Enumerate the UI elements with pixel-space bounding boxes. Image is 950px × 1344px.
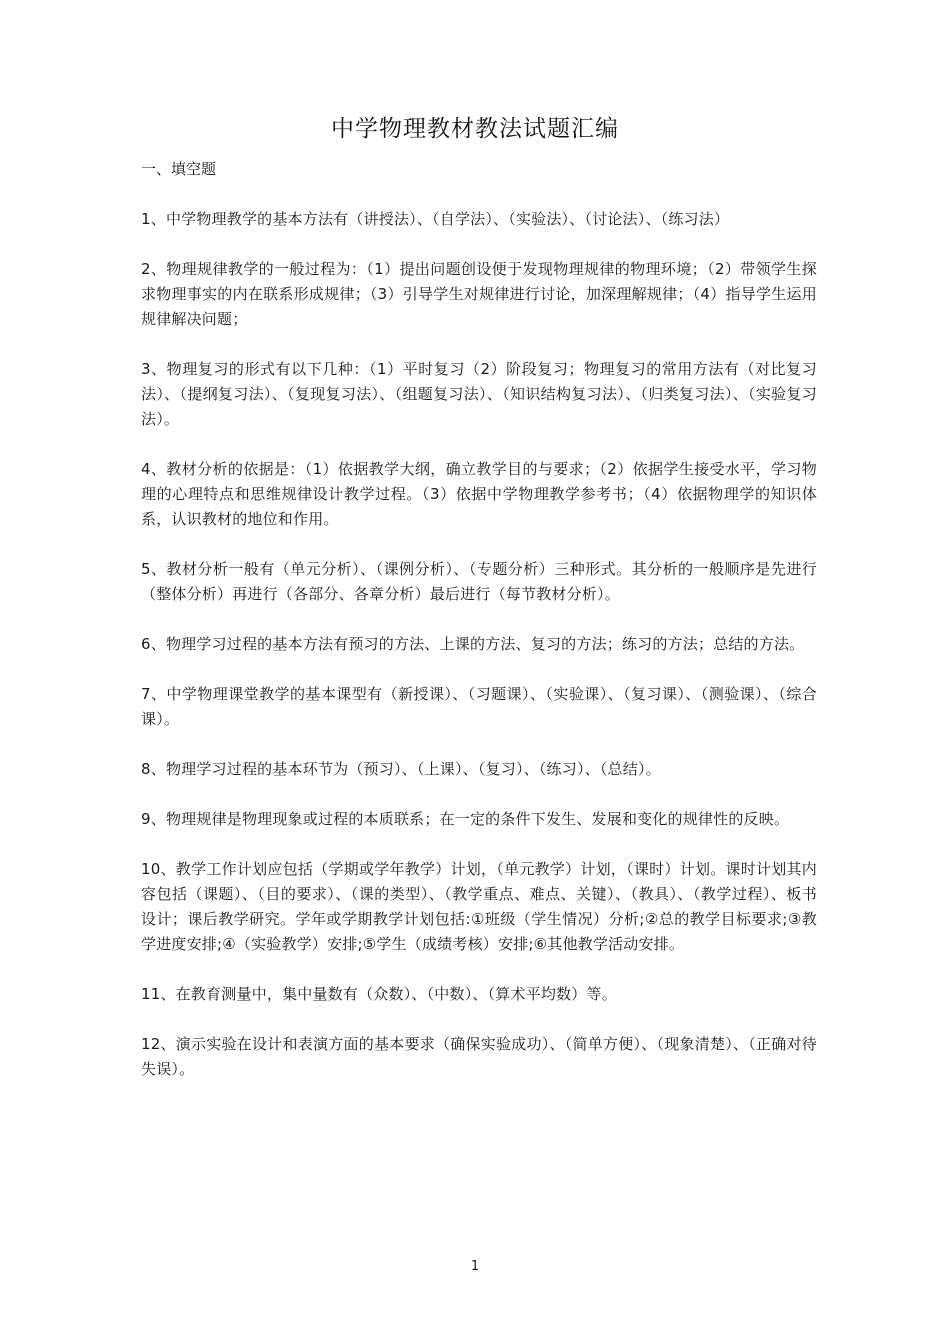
question-item: 3、物理复习的形式有以下几种：（1）平时复习（2）阶段复习；物理复习的常用方法有（对比复习法）、（提纲复习法）、（复现复习法）、（组题复习法）、（知识结构复习法）、（归类复习法）、（实验复习法）。: [141, 360, 817, 428]
question-item: 8、物理学习过程的基本环节为（预习）、（上课）、（复习）、（练习）、（总结）。: [141, 760, 661, 778]
question-item: 11、在教育测量中，集中量数有（众数）、（中数）、（算术平均数）等。: [141, 985, 617, 1003]
question-item: 9、物理规律是物理现象或过程的本质联系；在一定的条件下发生、发展和变化的规律性的反映。: [141, 810, 790, 828]
question-item: 10、教学工作计划应包括（学期或学年教学）计划，（单元教学）计划，（课时）计划。课时计划其内容包括（课题）、（目的要求）、（课的类型）、（教学重点、难点、关键）、（教具）、（教学过程）、板书设计；课后教学研究。学年或学期教学计划包括:①班级（学生情况）分析;②总的教学目标要求;③教学进度安排;④（实验教学）安排;⑤学生（成绩考核）安排;⑥其他教学活动安排。: [141, 860, 817, 953]
question-item: 7、中学物理课堂教学的基本课型有（新授课）、（习题课）、（实验课）、（复习课）、（测验课）、（综合课）。: [141, 685, 817, 728]
page-number: 1: [470, 1259, 480, 1274]
question-item: 1、中学物理教学的基本方法有（讲授法）、（自学法）、（实验法）、（讨论法）、（练习法）: [141, 210, 730, 228]
question-item: 5、教材分析一般有（单元分析）、（课例分析）、（专题分析）三种形式。其分析的一般顺序是先进行（整体分析）再进行（各部分、各章分析）最后进行（每节教材分析）。: [141, 560, 817, 603]
question-item: 6、物理学习过程的基本方法有预习的方法、上课的方法、复习的方法；练习的方法；总结的方法。: [141, 635, 805, 653]
question-item: 12、演示实验在设计和表演方面的基本要求（确保实验成功）、（简单方便）、（现象清楚）、（正确对待失误）。: [141, 1035, 817, 1078]
document-title: 中学物理教材教法试题汇编: [331, 116, 619, 142]
question-item: 4、教材分析的依据是：（1）依据教学大纲，确立教学目的与要求；（2）依据学生接受水平，学习物理的心理特点和思维规律设计教学过程。（3）依据中学物理教学参考书；（4）依据物理学的知识体系，认识教材的地位和作用。: [141, 460, 817, 528]
section-heading: 一、填空题: [141, 160, 217, 178]
question-list: [141, 207, 817, 1107]
question-item: 2、物理规律教学的一般过程为：（1）提出问题创设便于发现物理规律的物理环境；（2）带领学生探求物理事实的内在联系形成规律；（3）引导学生对规律进行讨论，加深理解规律；（4）指导学生运用规律解决问题；: [141, 260, 817, 328]
